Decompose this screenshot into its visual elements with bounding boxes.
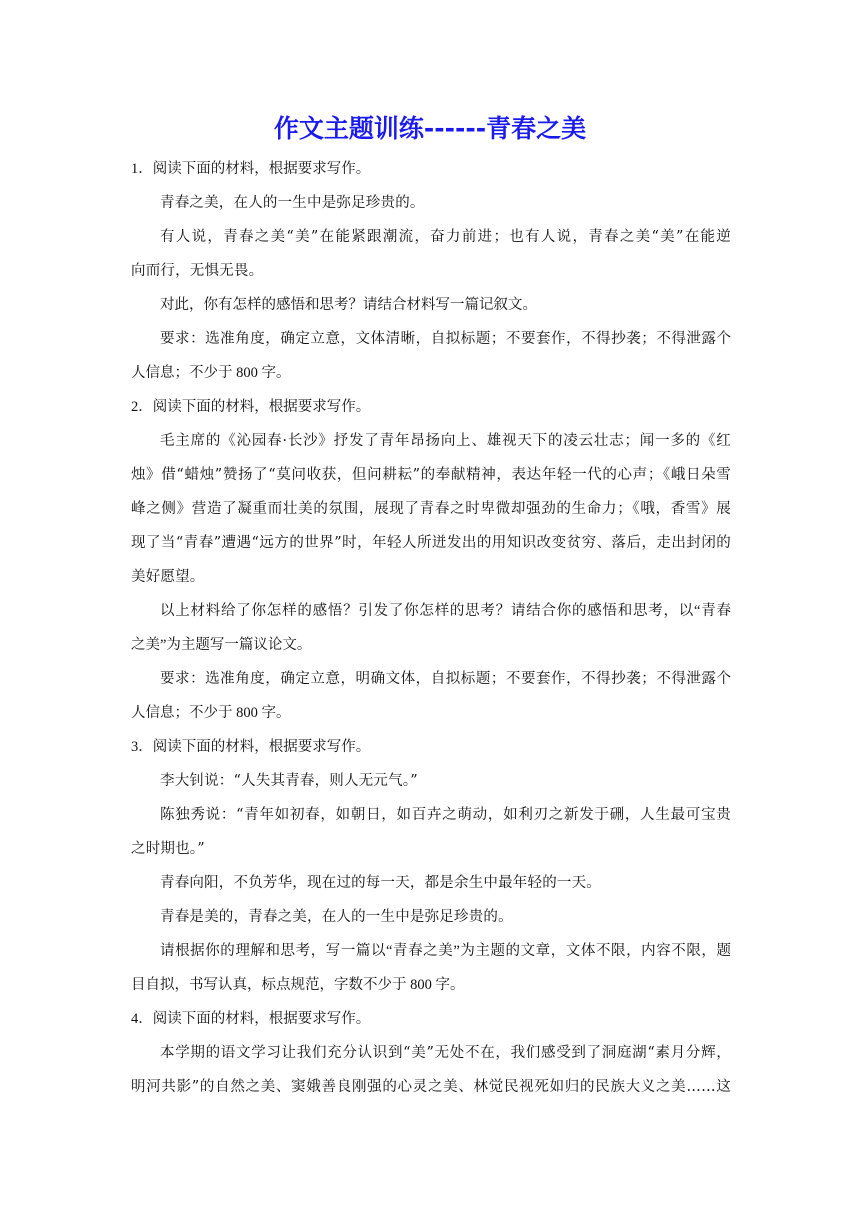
document-title: 作文主题训练------青春之美 (273, 114, 587, 143)
question-1-requirements: 要求：选准角度，确定立意，文体清晰，自拟标题；不要套作，不得抄袭；不得泄露个 (160, 331, 731, 347)
question-2 (131, 390, 731, 730)
question-3-quote: 之时期也。” (131, 841, 205, 857)
question-2-requirements: 要求：选准角度，确定立意，明确文体，自拟标题；不要套作，不得抄袭；不得泄露个 (160, 671, 731, 687)
question-2-requirements: 人信息；不少于 800 字。 (131, 705, 291, 721)
question-2-heading: 2．阅读下面的材料，根据要求写作。 (131, 399, 371, 415)
question-3-heading: 3．阅读下面的材料，根据要求写作。 (131, 739, 371, 755)
question-3-quote: 李大钊说：“人失其青春，则人无元气。” (160, 773, 418, 789)
question-2-material: 毛主席的《沁园春·长沙》抒发了青年昂扬向上、雄视天下的凌云壮志；闻一多的《红 (160, 433, 731, 449)
question-1-paragraph: 向而行，无惧无畏。 (131, 263, 264, 279)
question-4-material: 本学期的语文学习让我们充分认识到“美”无处不在，我们感受到了洞庭湖“素月分辉， (160, 1045, 731, 1061)
question-3-paragraph: 青春向阳，不负芳华，现在过的每一天，都是余生中最年轻的一天。 (160, 875, 601, 891)
question-4-heading: 4．阅读下面的材料，根据要求写作。 (131, 1011, 371, 1027)
question-4 (131, 1002, 731, 1104)
question-2-material: 现了当“青春”遭遇“远方的世界”时，年轻人所迸发出的用知识改变贫穷、落后，走出封闭的 (131, 535, 731, 551)
question-2-material: 峰之侧》营造了凝重而壮美的氛围，展现了青春之时卑微却强劲的生命力；《哦，香雪》展 (131, 501, 731, 517)
question-1-requirements: 人信息；不少于 800 字。 (131, 365, 291, 381)
question-2-material: 烛》借“蜡烛”赞扬了“莫问收获，但问耕耘”的奉献精神，表达年轻一代的心声；《峨日朵雪 (131, 467, 731, 483)
question-2-task: 之美”为主题写一篇议论文。 (131, 637, 312, 653)
question-1-heading: 1．阅读下面的材料，根据要求写作。 (131, 161, 371, 177)
question-1-paragraph: 有人说，青春之美“美”在能紧跟潮流，奋力前进；也有人说，青春之美“美”在能逆 (160, 229, 731, 245)
question-2-task: 以上材料给了你怎样的感悟？引发了你怎样的思考？请结合你的感悟和思考，以“青春 (160, 603, 731, 619)
question-3-quote: 陈独秀说：“青年如初春，如朝日，如百卉之萌动，如利刃之新发于硎，人生最可宝贵 (160, 807, 731, 823)
question-1 (131, 152, 731, 390)
question-3-task: 目自拟，书写认真，标点规范，字数不少于 800 字。 (131, 977, 465, 993)
question-3-paragraph: 青春是美的，青春之美，在人的一生中是弥足珍贵的。 (160, 909, 513, 925)
question-3 (131, 730, 731, 1002)
question-4-material: 明河共影”的自然之美、窦娥善良刚强的心灵之美、林觉民视死如归的民族大义之美……这 (131, 1079, 731, 1095)
question-1-paragraph: 青春之美，在人的一生中是弥足珍贵的。 (160, 195, 425, 211)
document-body (131, 152, 731, 1104)
question-1-task: 对此，你有怎样的感悟和思考？请结合材料写一篇记叙文。 (160, 297, 537, 313)
question-3-task: 请根据你的理解和思考，写一篇以“青春之美”为主题的文章，文体不限，内容不限，题 (160, 943, 731, 959)
question-2-material: 美好愿望。 (131, 569, 205, 585)
